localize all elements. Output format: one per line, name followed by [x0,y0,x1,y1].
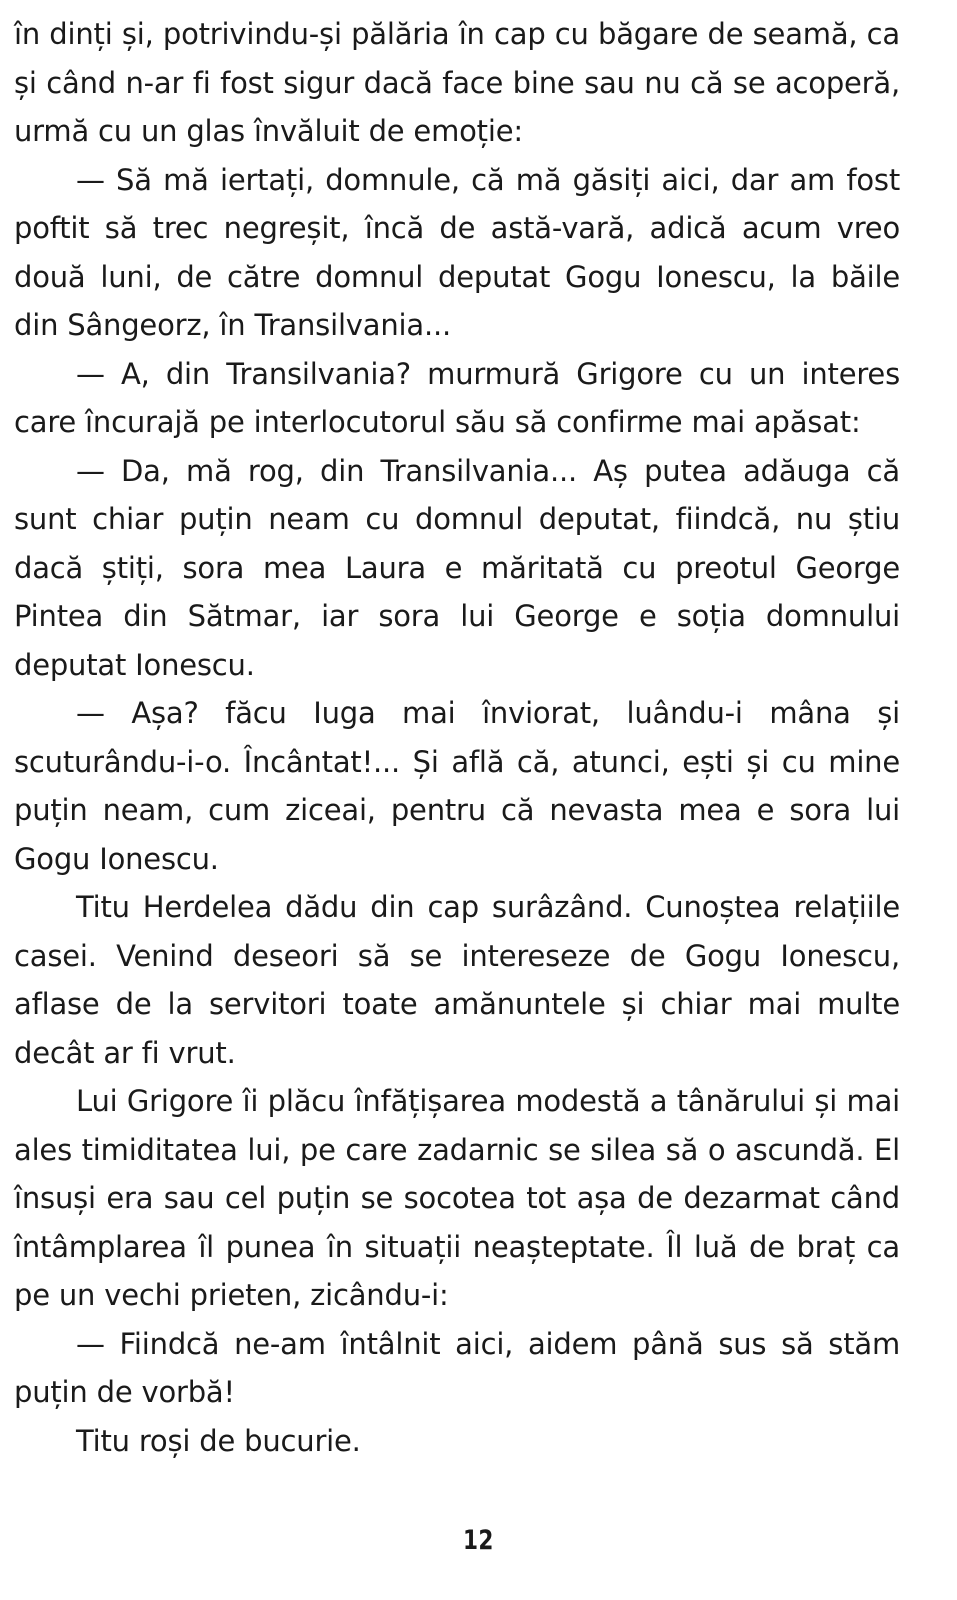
paragraph-5: — Așa? făcu Iuga mai înviorat, luându-i mâna și scuturându-i-o. Încântat!... Și află că, atunci, ești și cu mine puțin neam, cum ziceai, pentru că nevasta mea e sora lui Gogu Ionescu. [14,696,900,876]
page-number: 12 [462,1525,494,1556]
paragraph-2: — Să mă iertați, domnule, că mă găsiți aici, dar am fost poftit să trec negreșit, încă de astă-vară, adică acum vreo două luni, de către domnul deputat Gogu Ionescu, la băile din Sângeorz, în Transilvania... [14,162,900,342]
paragraph-4: — Da, mă rog, din Transilvania... Aș putea adăuga că sunt chiar puțin neam cu domnul deputat, fiindcă, nu știu dacă știți, sora mea Laura e măritată cu preotul George Pintea din Sătmar, iar sora lui George e soția domnului deputat Ionescu. [14,453,900,682]
page-body [14,10,900,1465]
paragraph-9: Titu roși de bucurie. [76,1423,361,1458]
paragraph-1: în dinți și, potrivindu-și pălăria în cap cu băgare de seamă, ca și când n-ar fi fost sigur dacă face bine sau nu că se acoperă, urmă cu un glas învăluit de emoție: [14,17,900,148]
paragraph-3: — A, din Transilvania? murmură Grigore cu un interes care încurajă pe interlocutorul său să confirme mai apăsat: [14,356,900,439]
paragraph-7: Lui Grigore îi plăcu înfățișarea modestă a tânărului și mai ales timiditatea lui, pe care zadarnic se silea să o ascundă. El însuși era sau cel puțin se socotea tot așa de dezarmat când întâmplarea îl punea în situații neașteptate. Îl luă de braț ca pe un vechi prieten, zicându-i: [14,1084,900,1312]
paragraph-6: Titu Herdelea dădu din cap surâzând. Cunoștea relațiile casei. Venind deseori să se intereseze de Gogu Ionescu, aflase de la servitori toate amănuntele și chiar mai multe decât ar fi vrut. [14,890,900,1070]
paragraph-8: — Fiindcă ne-am întâlnit aici, aidem până sus să stăm puțin de vorbă! [14,1326,900,1409]
